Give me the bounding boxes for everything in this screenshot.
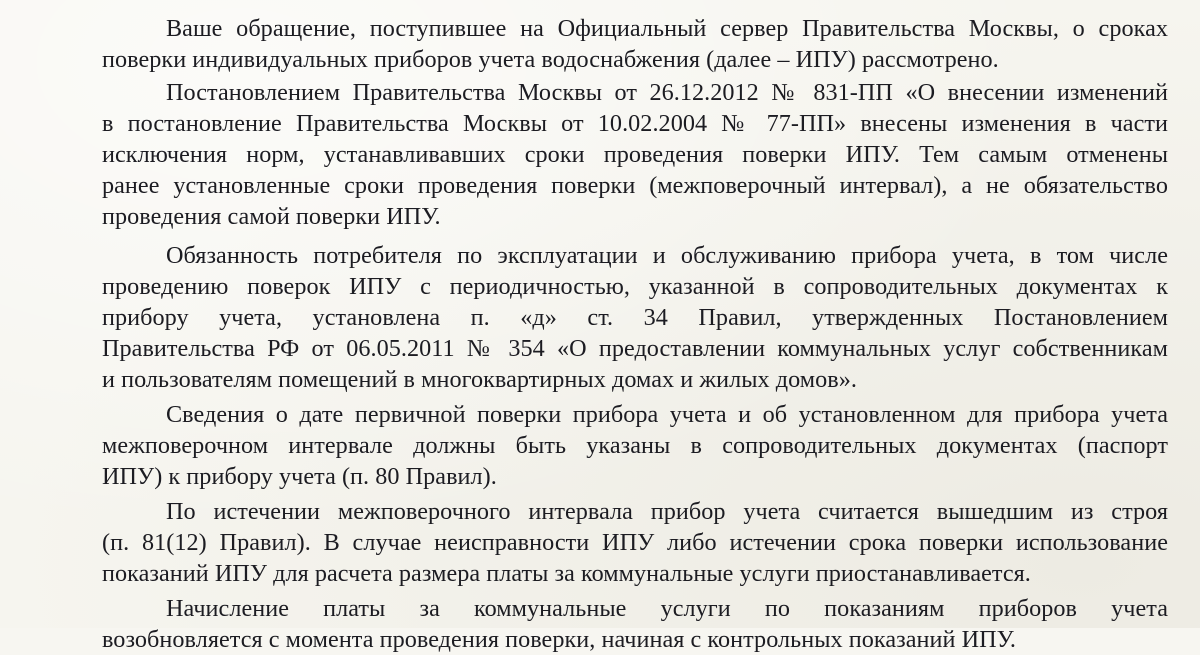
text-line: межповерочном интервале должны быть указаны в сопроводительных документах (паспорт [102, 432, 1168, 459]
text-line: в постановление Правительства Москвы от 10.02.2004 № 77-ПП» внесены изменения в части [102, 110, 1168, 137]
paragraph-verification-info [38, 399, 1168, 492]
text-line: Начисление платы за коммунальные услуги по показаниям приборов учета [166, 595, 1168, 622]
letter-body [38, 13, 1168, 655]
text-line: Правительства РФ от 06.05.2011 № 354 «О предоставлении коммунальных услуг собственникам [102, 335, 1168, 362]
text-line: Постановлением Правительства Москвы от 26.12.2012 № 831-ПП «О внесении изменений [166, 79, 1168, 106]
paragraph-decree-831 [38, 77, 1168, 232]
text-line: ИПУ) к прибору учета (п. 80 Правил). [102, 463, 497, 490]
text-line: Ваше обращение, поступившее на Официальный сервер Правительства Москвы, о сроках [166, 15, 1168, 42]
paragraph-interval-expiry [38, 496, 1168, 589]
text-line: проведения самой поверки ИПУ. [102, 203, 441, 230]
text-line: показаний ИПУ для расчета размера платы за коммунальные услуги приостанавливается. [102, 560, 1031, 587]
text-line: Обязанность потребителя по эксплуатации и обслуживанию прибора учета, в том числе [166, 242, 1168, 269]
paragraph-charge-resumption [38, 593, 1168, 655]
text-line: возобновляется с момента проведения поверки, начиная с контрольных показаний ИПУ. [102, 626, 1016, 653]
text-line: ранее установленные сроки проведения поверки (межповерочный интервал), а не обязательство [102, 172, 1168, 199]
text-line: и пользователям помещений в многоквартирных домах и жилых домов». [102, 366, 857, 393]
paragraph-appeal-reviewed [38, 13, 1168, 75]
text-line: По истечении межповерочного интервала прибор учета считается вышедшим из строя [166, 498, 1168, 525]
text-line: поверки индивидуальных приборов учета водоснабжения (далее – ИПУ) рассмотрено. [102, 46, 999, 73]
text-line: Сведения о дате первичной поверки прибора учета и об установленном для прибора учета [166, 401, 1168, 428]
text-line: (п. 81(12) Правил). В случае неисправности ИПУ либо истечении срока поверки использование [102, 529, 1168, 556]
text-line: проведению поверок ИПУ с периодичностью, указанной в сопроводительных документах к [102, 273, 1168, 300]
paragraph-consumer-obligation [38, 240, 1168, 395]
text-line: прибору учета, установлена п. «д» ст. 34 Правил, утвержденных Постановлением [102, 304, 1168, 331]
text-line: исключения норм, устанавливавших сроки проведения поверки ИПУ. Тем самым отменены [102, 141, 1168, 168]
